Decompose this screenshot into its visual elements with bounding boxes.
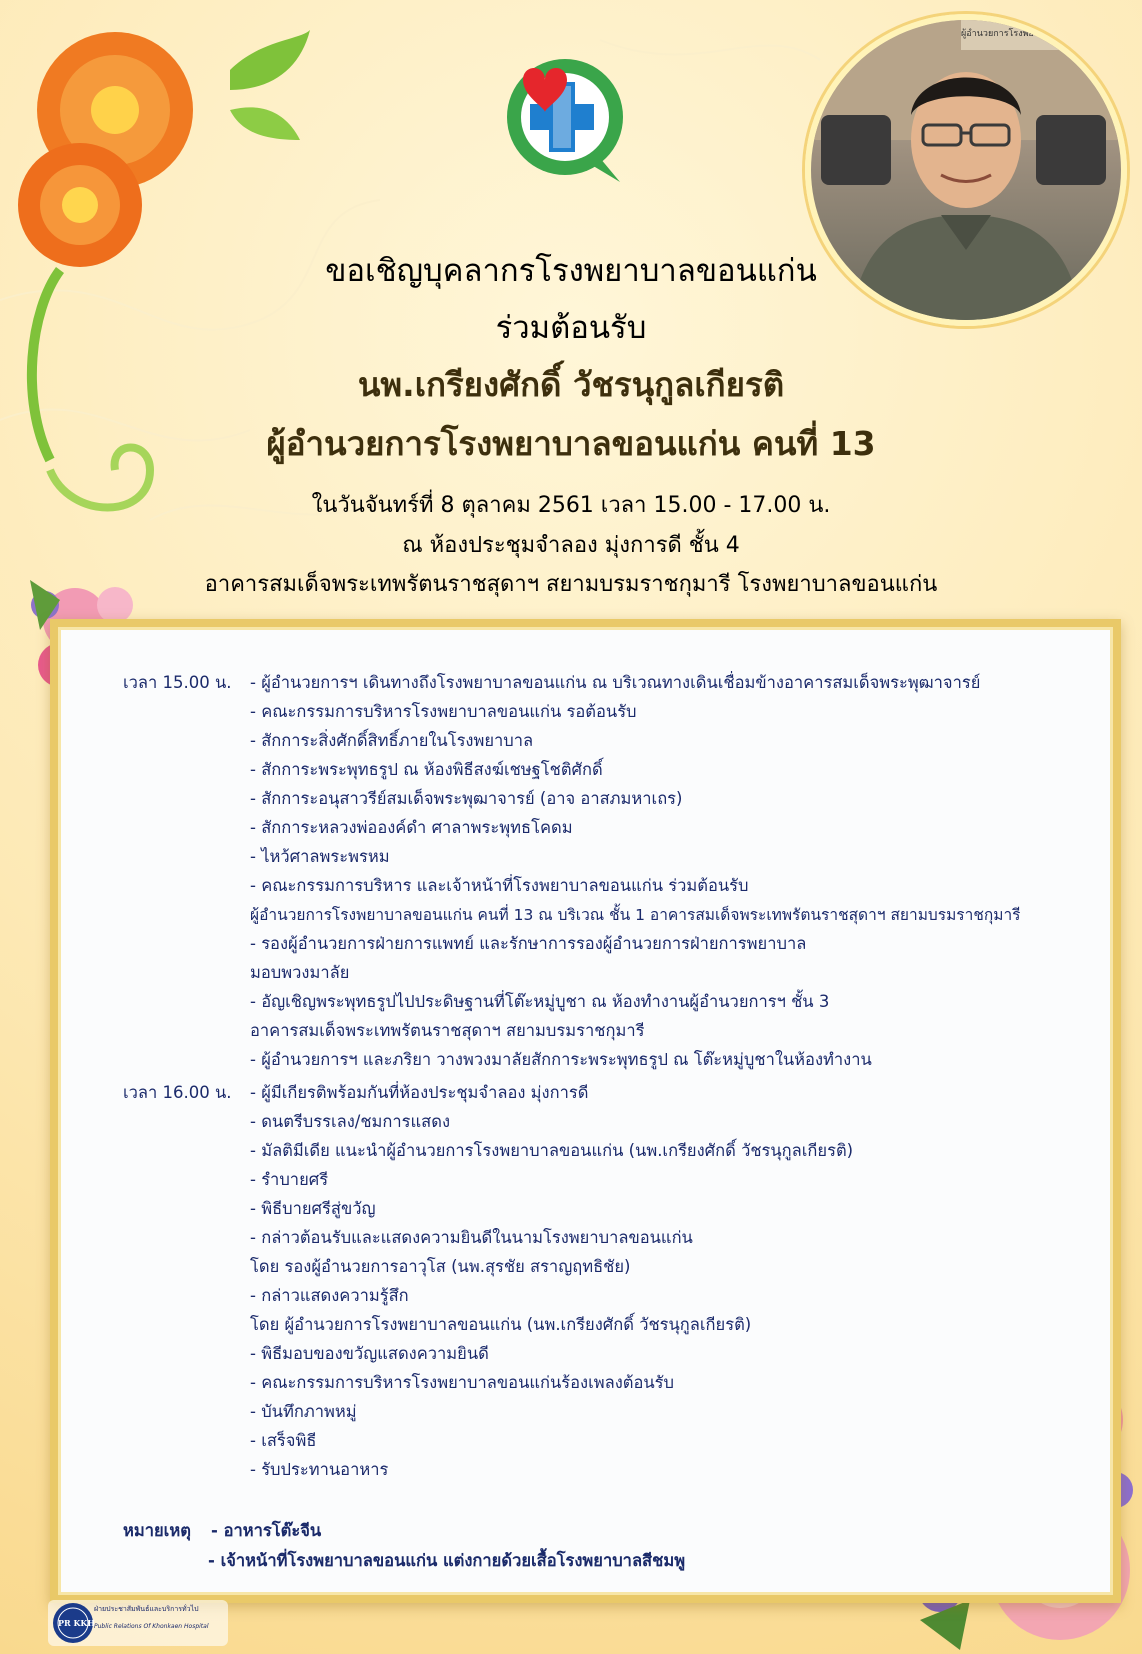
pr-department-name-en: Public Relations Of Khonkaen Hospital (94, 1623, 209, 1630)
schedule-item: - ผู้อำนวยการฯ เดินทางถึงโรงพยาบาลขอนแก่น ณ บริเวณทางเดินเชื่อมข้างอาคารสมเด็จพระพุฒาจารย์ (250, 673, 981, 692)
schedule-item: - กล่าวแสดงความรู้สึก (250, 1286, 409, 1305)
schedule-item: - รองผู้อำนวยการฝ่ายการแพทย์ และรักษาการรองผู้อำนวยการฝ่ายการพยาบาล (250, 934, 807, 953)
schedule-item: - กล่าวต้อนรับและแสดงความยินดีในนามโรงพยาบาลขอนแก่น (250, 1228, 693, 1247)
schedule-item: - ผู้มีเกียรติพร้อมกันที่ห้องประชุมจำลอง มุ่งการดี (250, 1083, 589, 1102)
schedule-item: มอบพวงมาลัย (250, 963, 350, 982)
schedule-item: - พิธีมอบของขวัญแสดงความยินดี (250, 1344, 489, 1363)
schedule-item: โดย ผู้อำนวยการโรงพยาบาลขอนแก่น (นพ.เกรียงศักดิ์ วัชรนุกูลเกียรติ) (250, 1315, 752, 1334)
schedule-item: - ไหว้ศาลพระพรหม (250, 847, 390, 866)
schedule-item: - อัญเชิญพระพุทธรูปไปประดิษฐานที่โต๊ะหมู่บูชา ณ ห้องทำงานผู้อำนวยการฯ ชั้น 3 (250, 992, 830, 1011)
schedule-item: - ผู้อำนวยการฯ และภริยา วางพวงมาลัยสักการะพระพุทธรูป ณ โต๊ะหมู่บูชาในห้องทำงาน (250, 1050, 872, 1069)
notes-label: หมายเหตุ (123, 1521, 191, 1540)
schedule-item: - เสร็จพิธี (250, 1431, 317, 1450)
note-item: - อาหารโต๊ะจีน (211, 1521, 322, 1540)
schedule-item: - สักการะพระพุทธรูป ณ ห้องพิธีสงฆ์เชษฐโชติศักดิ์ (250, 760, 603, 779)
pr-badge-text: PR KKH (58, 1618, 95, 1628)
schedule-item: - บันทึกภาพหมู่ (250, 1402, 357, 1421)
schedule-item: - รับประทานอาหาร (250, 1460, 389, 1479)
schedule-item: - สักการะอนุสาวรีย์สมเด็จพระพุฒาจารย์ (อาจ อาสภมหาเถร) (250, 789, 683, 808)
event-room: ณ ห้องประชุมจำลอง มุ่งการดี ชั้น 4 (402, 533, 740, 558)
schedule-item: - คณะกรรมการบริหารโรงพยาบาลขอนแก่น รอต้อนรับ (250, 702, 637, 721)
director-position: ผู้อำนวยการโรงพยาบาลขอนแก่น คนที่ 13 (266, 424, 876, 463)
schedule-time-1600: เวลา 16.00 น. (123, 1083, 232, 1102)
hospital-logo (495, 52, 630, 187)
schedule-item: - รำบายศรี (250, 1170, 329, 1189)
director-name: นพ.เกรียงศักดิ์ วัชรนุกูลเกียรติ (357, 365, 785, 404)
schedule-item: - พิธีบายศรีสู่ขวัญ (250, 1199, 376, 1218)
note-item: - เจ้าหน้าที่โรงพยาบาลขอนแก่น แต่งกายด้วยเสื้อโรงพยาบาลสีชมพู (208, 1551, 686, 1570)
schedule-item: - สักการะสิ่งศักดิ์สิทธิ์ภายในโรงพยาบาล (250, 731, 534, 750)
schedule-item: อาคารสมเด็จพระเทพรัตนราชสุดาฯ สยามบรมราชกุมารี (250, 1021, 645, 1040)
schedule-item: - คณะกรรมการบริหาร และเจ้าหน้าที่โรงพยาบาลขอนแก่น ร่วมต้อนรับ (250, 876, 749, 895)
event-building: อาคารสมเด็จพระเทพรัตนราชสุดาฯ สยามบรมราชกุมารี โรงพยาบาลขอนแก่น (204, 572, 938, 597)
schedule-item: โดย รองผู้อำนวยการอาวุโส (นพ.สุรชัย สราญฤทธิชัย) (250, 1257, 631, 1276)
event-date-time: ในวันจันทร์ที่ 8 ตุลาคม 2561 เวลา 15.00 - 17.00 น. (311, 493, 831, 518)
schedule-item: - มัลติมีเดีย แนะนำผู้อำนวยการโรงพยาบาลขอนแก่น (นพ.เกรียงศักดิ์ วัชรนุกูลเกียรติ) (250, 1141, 854, 1160)
schedule-item: - สักการะหลวงพ่อองค์ดำ ศาลาพระพุทธโคดม (250, 818, 573, 837)
schedule-item: - คณะกรรมการบริหารโรงพยาบาลขอนแก่นร้องเพลงต้อนรับ (250, 1373, 675, 1392)
schedule-item: - ดนตรีบรรเลง/ชมการแสดง (250, 1112, 451, 1131)
schedule-time-1500: เวลา 15.00 น. (123, 673, 232, 692)
invitation-title-line2: ร่วมต้อนรับ (495, 310, 647, 346)
background-sign-text: ผู้อำนวยการโรงพยาบาลขอนแก่น (961, 29, 1091, 39)
schedule-item: ผู้อำนวยการโรงพยาบาลขอนแก่น คนที่ 13 ณ บริเวณ ชั้น 1 อาคารสมเด็จพระเทพรัตนราชสุดาฯ สยามบรมราชกุมารี (250, 906, 1021, 924)
invitation-title-line1: ขอเชิญบุคลากรโรงพยาบาลขอนแก่น (325, 253, 817, 289)
pr-department-name-th: ฝ่ายประชาสัมพันธ์และบริการทั่วไป (94, 1605, 199, 1613)
